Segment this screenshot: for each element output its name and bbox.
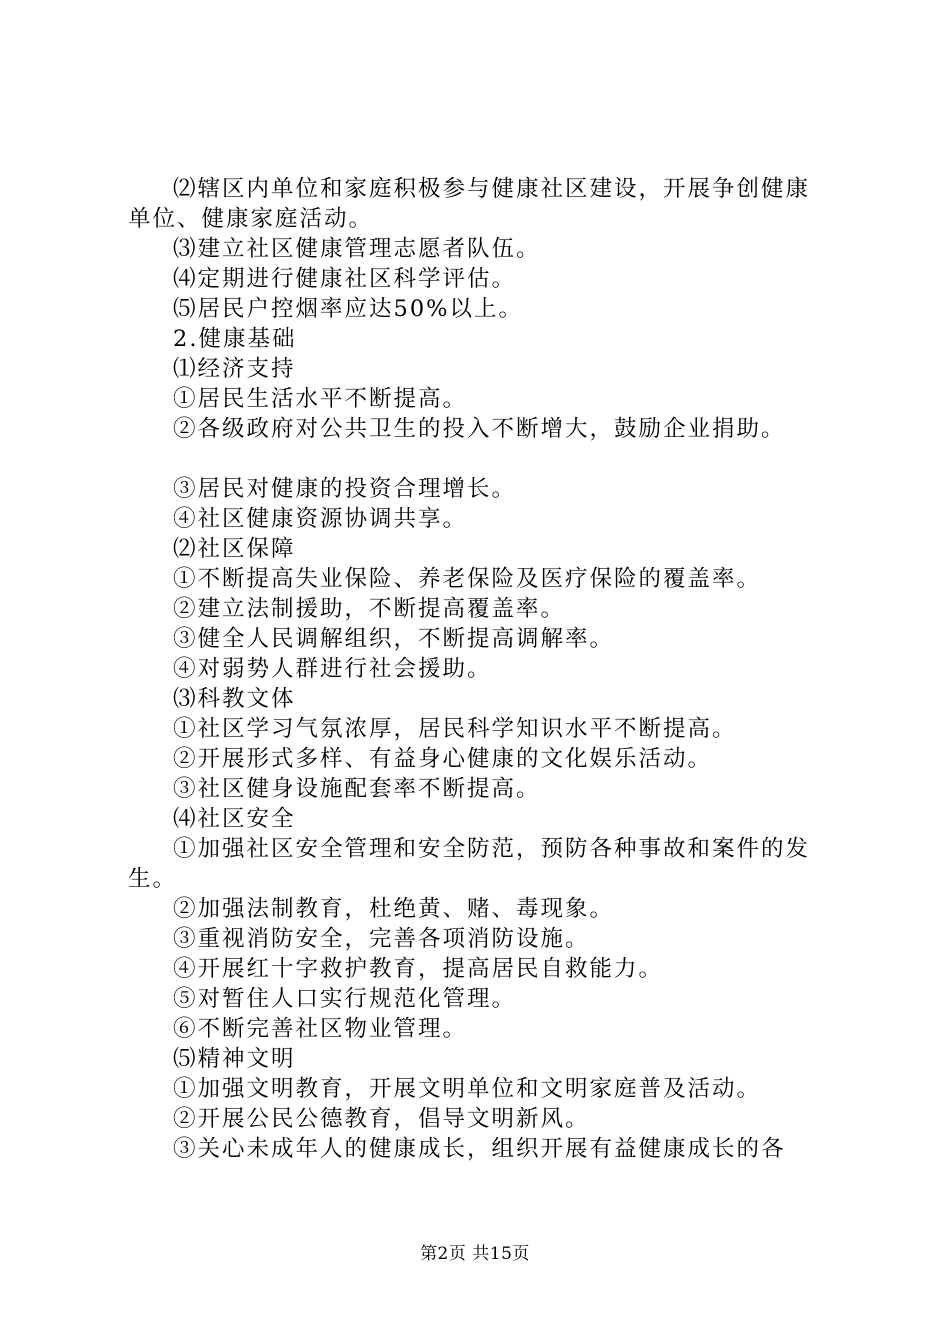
subheading-science-education: ⑶科教文体	[173, 686, 296, 712]
paragraph-3: ⑷定期进行健康社区科学评估。	[173, 266, 517, 292]
paragraph-20: ③社区健身设施配套率不断提高。	[173, 776, 541, 802]
document-body	[128, 174, 834, 1164]
paragraph-19: ②开展形式多样、有益身心健康的文化娱乐活动。	[173, 746, 713, 772]
paragraph-27: ⑥不断完善社区物业管理。	[173, 1016, 468, 1042]
page-footer	[0, 1243, 950, 1265]
paragraph-4: ⑸居民户控烟率应达50%以上。	[173, 296, 524, 322]
paragraph-8: ②各级政府对公共卫生的投入不断增大，鼓励企业捐助。	[173, 416, 786, 442]
paragraph-25: ④开展红十字救护教育，提高居民自救能力。	[173, 956, 664, 982]
section-heading-health-basis: 2.健康基础	[173, 326, 297, 352]
subheading-community-safety: ⑷社区安全	[173, 806, 296, 832]
paragraph-10: ③居民对健康的投资合理增长。	[173, 476, 517, 502]
paragraph-26: ⑤对暂住人口实行规范化管理。	[173, 986, 517, 1012]
page-number-label: 第2页 共15页	[420, 1244, 530, 1264]
paragraph-24: ③重视消防安全，完善各项消防设施。	[173, 926, 590, 952]
paragraph-29: ①加强文明教育，开展文明单位和文明家庭普及活动。	[173, 1076, 762, 1102]
paragraph-2: ⑶建立社区健康管理志愿者队伍。	[173, 236, 541, 262]
paragraph-18: ①社区学习气氛浓厚，居民科学知识水平不断提高。	[173, 716, 737, 742]
subheading-community-security: ⑵社区保障	[173, 536, 296, 562]
paragraph-14: ②建立法制援助，不断提高覆盖率。	[173, 596, 566, 622]
paragraph-11: ④社区健康资源协调共享。	[173, 506, 468, 532]
paragraph-16: ④对弱势人群进行社会援助。	[173, 656, 492, 682]
paragraph-31: ③关心未成年人的健康成长，组织开展有益健康成长的各	[173, 1136, 786, 1162]
paragraph-7: ①居民生活水平不断提高。	[173, 386, 468, 412]
paragraph-13: ①不断提高失业保险、养老保险及医疗保险的覆盖率。	[173, 566, 762, 592]
paragraph-22: ①加强社区安全管理和安全防范，预防各种事故和案件的发生。	[128, 836, 811, 892]
paragraph-15: ③健全人民调解组织，不断提高调解率。	[173, 626, 615, 652]
paragraph-23: ②加强法制教育，杜绝黄、赌、毒现象。	[173, 896, 615, 922]
subheading-economic-support: ⑴经济支持	[173, 356, 296, 382]
subheading-spiritual-civilization: ⑸精神文明	[173, 1046, 296, 1072]
paragraph-30: ②开展公民公德教育，倡导文明新风。	[173, 1106, 590, 1132]
blank-line	[128, 444, 834, 474]
paragraph-1: ⑵辖区内单位和家庭积极参与健康社区建设，开展争创健康单位、健康家庭活动。	[128, 176, 811, 232]
